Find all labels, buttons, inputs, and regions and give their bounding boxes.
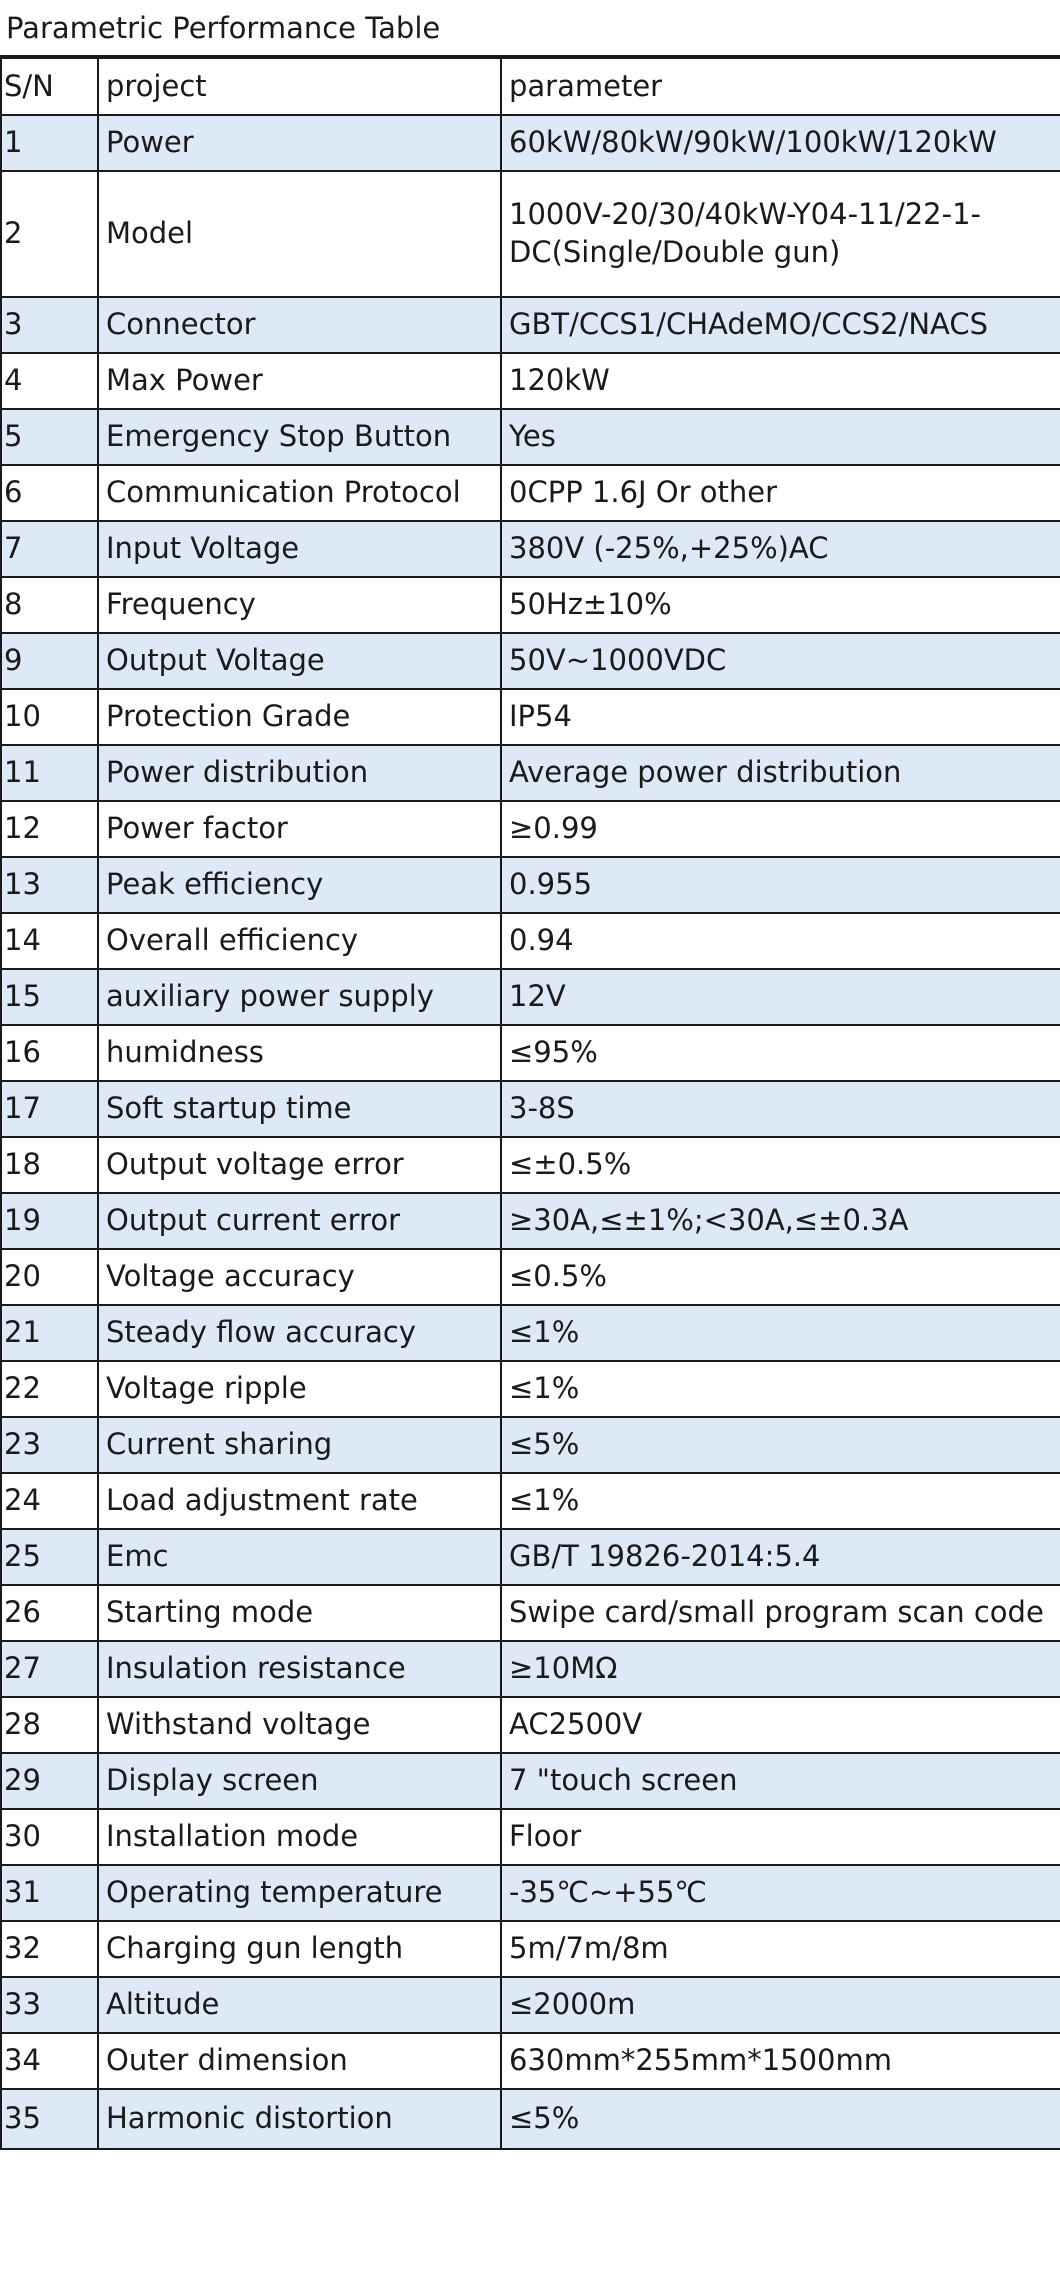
row-project: Communication Protocol [98,465,501,521]
table-row [1,1249,1060,1305]
table-row [1,1305,1060,1361]
row-project: Withstand voltage [98,1697,501,1753]
row-sn: 6 [1,465,98,521]
row-project: Peak efficiency [98,857,501,913]
table-row [1,913,1060,969]
row-project: Display screen [98,1753,501,1809]
table-row [1,465,1060,521]
row-project: Voltage ripple [98,1361,501,1417]
row-project: humidness [98,1025,501,1081]
table-row [1,1585,1060,1641]
table-row [1,409,1060,465]
table-row [1,353,1060,409]
table-row [1,521,1060,577]
row-parameter: 3-8S [501,1081,1060,1137]
header-sn: S/N [1,58,98,115]
row-parameter: 120kW [501,353,1060,409]
table-row [1,1809,1060,1865]
row-project: Emergency Stop Button [98,409,501,465]
row-parameter: Swipe card/small program scan code [501,1585,1060,1641]
row-sn: 35 [1,2089,98,2149]
table-row [1,1921,1060,1977]
row-project: Output Voltage [98,633,501,689]
row-project: Frequency [98,577,501,633]
row-project: Overall efficiency [98,913,501,969]
row-sn: 3 [1,297,98,353]
table-title: Parametric Performance Table [0,0,1060,57]
row-sn: 30 [1,1809,98,1865]
row-project: Steady flow accuracy [98,1305,501,1361]
row-sn: 2 [1,171,98,297]
row-project: Load adjustment rate [98,1473,501,1529]
row-project: Soft startup time [98,1081,501,1137]
row-parameter: GBT/CCS1/CHAdeMO/CCS2/NACS [501,297,1060,353]
row-parameter: GB/T 19826-2014:5.4 [501,1529,1060,1585]
row-sn: 33 [1,1977,98,2033]
table-row [1,1137,1060,1193]
table-row [1,297,1060,353]
table-row [1,115,1060,171]
row-sn: 25 [1,1529,98,1585]
table-row [1,2089,1060,2149]
row-project: Protection Grade [98,689,501,745]
header-parameter: parameter [501,58,1060,115]
row-parameter: Yes [501,409,1060,465]
row-project: auxiliary power supply [98,969,501,1025]
row-project: Power [98,115,501,171]
table-row [1,1025,1060,1081]
row-sn: 12 [1,801,98,857]
row-sn: 10 [1,689,98,745]
row-parameter: ≥30A,≤±1%;<30A,≤±0.3A [501,1193,1060,1249]
row-parameter: 12V [501,969,1060,1025]
row-sn: 31 [1,1865,98,1921]
row-sn: 16 [1,1025,98,1081]
row-sn: 26 [1,1585,98,1641]
table-row [1,1361,1060,1417]
row-project: Operating temperature [98,1865,501,1921]
row-sn: 27 [1,1641,98,1697]
row-parameter: ≥0.99 [501,801,1060,857]
row-parameter: IP54 [501,689,1060,745]
row-sn: 13 [1,857,98,913]
row-project: Charging gun length [98,1921,501,1977]
row-project: Output voltage error [98,1137,501,1193]
row-project: Output current error [98,1193,501,1249]
row-parameter: ≤0.5% [501,1249,1060,1305]
row-parameter: 1000V-20/30/40kW-Y04-11/22-1-DC(Single/Double gun) [501,171,1060,297]
row-sn: 28 [1,1697,98,1753]
table-row [1,1641,1060,1697]
row-parameter: Average power distribution [501,745,1060,801]
row-parameter: 60kW/80kW/90kW/100kW/120kW [501,115,1060,171]
table-row [1,1417,1060,1473]
row-parameter: 0.955 [501,857,1060,913]
row-project: Power distribution [98,745,501,801]
row-sn: 15 [1,969,98,1025]
row-sn: 22 [1,1361,98,1417]
row-sn: 23 [1,1417,98,1473]
row-project: Insulation resistance [98,1641,501,1697]
row-sn: 17 [1,1081,98,1137]
row-sn: 29 [1,1753,98,1809]
row-sn: 1 [1,115,98,171]
row-parameter: 0.94 [501,913,1060,969]
row-project: Current sharing [98,1417,501,1473]
table-header-row [1,58,1060,115]
row-sn: 21 [1,1305,98,1361]
row-parameter: ≤1% [501,1473,1060,1529]
row-project: Installation mode [98,1809,501,1865]
row-sn: 5 [1,409,98,465]
table-row [1,857,1060,913]
row-sn: 32 [1,1921,98,1977]
table-row [1,1977,1060,2033]
row-sn: 7 [1,521,98,577]
row-sn: 20 [1,1249,98,1305]
row-parameter: 5m/7m/8m [501,1921,1060,1977]
row-parameter: ≥10MΩ [501,1641,1060,1697]
row-parameter: -35℃~+55℃ [501,1865,1060,1921]
row-project: Power factor [98,801,501,857]
row-sn: 9 [1,633,98,689]
row-sn: 34 [1,2033,98,2089]
parameter-table [0,57,1060,2150]
table-row [1,689,1060,745]
row-sn: 14 [1,913,98,969]
table-row [1,2033,1060,2089]
table-row [1,1529,1060,1585]
table-row [1,171,1060,297]
table-row [1,745,1060,801]
table-row [1,633,1060,689]
table-row [1,1081,1060,1137]
table-row [1,1753,1060,1809]
row-parameter: ≤5% [501,1417,1060,1473]
header-project: project [98,58,501,115]
row-parameter: ≤±0.5% [501,1137,1060,1193]
table-row [1,801,1060,857]
table-row [1,1865,1060,1921]
row-parameter: Floor [501,1809,1060,1865]
row-sn: 19 [1,1193,98,1249]
row-parameter: ≤95% [501,1025,1060,1081]
row-sn: 11 [1,745,98,801]
row-project: Emc [98,1529,501,1585]
table-row [1,969,1060,1025]
row-project: Input Voltage [98,521,501,577]
row-project: Harmonic distortion [98,2089,501,2149]
table-row [1,1193,1060,1249]
row-sn: 18 [1,1137,98,1193]
table-row [1,1473,1060,1529]
row-parameter: 0CPP 1.6J Or other [501,465,1060,521]
row-parameter: 50V~1000VDC [501,633,1060,689]
row-project: Starting mode [98,1585,501,1641]
row-project: Connector [98,297,501,353]
row-parameter: ≤2000m [501,1977,1060,2033]
row-parameter: ≤1% [501,1305,1060,1361]
row-project: Max Power [98,353,501,409]
row-parameter: 50Hz±10% [501,577,1060,633]
row-project: Model [98,171,501,297]
row-parameter: 380V (-25%,+25%)AC [501,521,1060,577]
row-project: Outer dimension [98,2033,501,2089]
row-sn: 24 [1,1473,98,1529]
row-parameter: 630mm*255mm*1500mm [501,2033,1060,2089]
row-parameter: AC2500V [501,1697,1060,1753]
row-project: Voltage accuracy [98,1249,501,1305]
row-parameter: ≤1% [501,1361,1060,1417]
row-sn: 8 [1,577,98,633]
table-row [1,577,1060,633]
row-sn: 4 [1,353,98,409]
row-project: Altitude [98,1977,501,2033]
table-row [1,1697,1060,1753]
row-parameter: 7 "touch screen [501,1753,1060,1809]
row-parameter: ≤5% [501,2089,1060,2149]
